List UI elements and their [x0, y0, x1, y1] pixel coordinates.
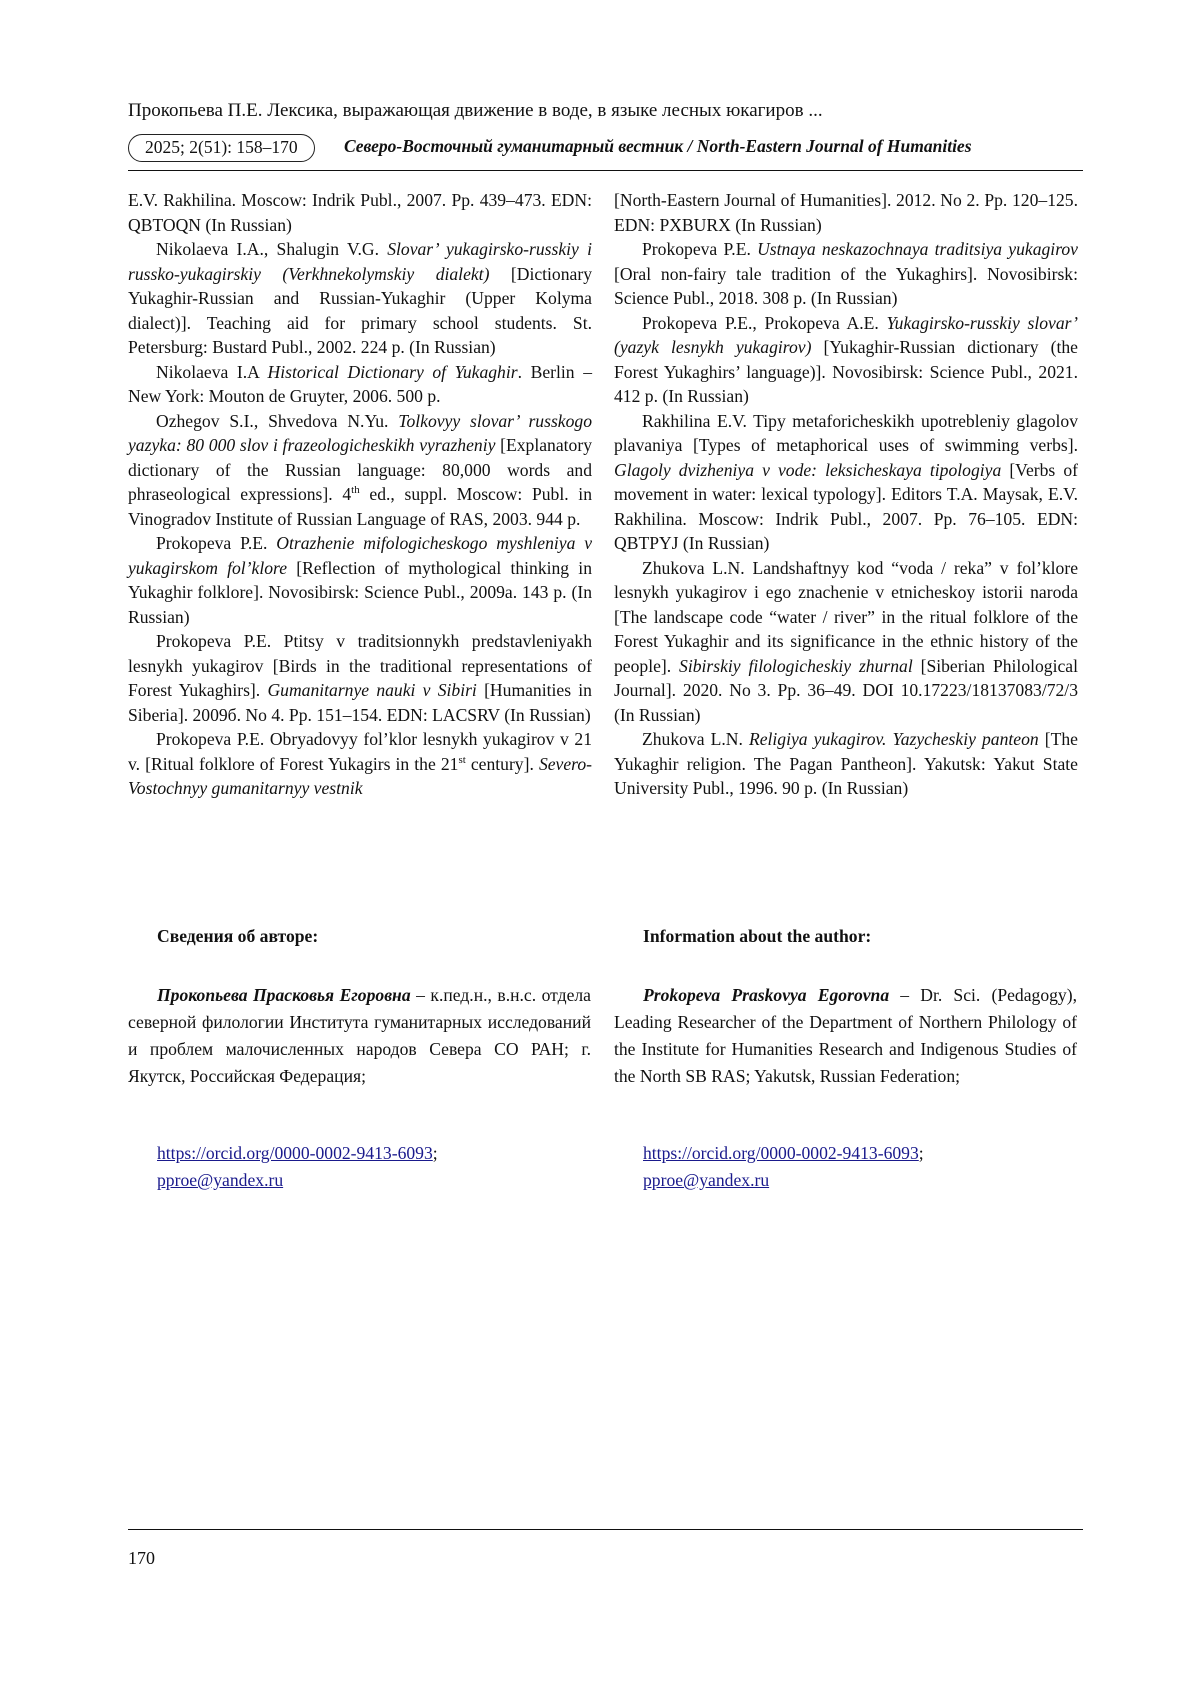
reference-title: Tolkovyy slovar’ russkogo yazyka: 80 000 slov i frazeologicheskikh vyrazheniy: [128, 410, 592, 455]
author-info-ru: [128, 982, 591, 1090]
reference-text: Prokopeva P.E. Obryadovyy fol’klor lesnykh yukagirov v 21 v. [Ritual folklore of Forest Yukagirs in the 21: [128, 729, 592, 774]
reference-text: [Verbs of movement in water: lexical typology]. Editors T.A. Maysak, E.V. Rakhilina. Moscow: Indrik Publ., 2007. Pp. 76–105. EDN: QBTPYJ (In Russian): [614, 459, 1078, 553]
author-text-en: – Dr. Sci. (Pedagogy), Leading Researcher of the Department of Northern Philology of the Institute for Humanities Research and Indigenous Studies of the North SB RAS; Yakutsk, Russian Federation;: [614, 985, 1077, 1086]
orcid-link-ru[interactable]: https://orcid.org/0000-0002-9413-6093: [157, 1143, 433, 1163]
reference-entry: [128, 237, 592, 360]
reference-text: Prokopeva P.E.: [642, 239, 758, 259]
reference-text: century].: [465, 753, 539, 774]
reference-entry: [614, 727, 1078, 801]
reference-text: [Siberian Philological Journal]. 2020. No 3. Pp. 36–49. DOI 10.17223/18137083/72/3 (In Russian): [614, 655, 1078, 725]
reference-entry: [128, 727, 592, 801]
reference-text: Ozhegov S.I., Shvedova N.Yu.: [156, 410, 399, 431]
journal-title: Северо-Восточный гуманитарный вестник / North-Eastern Journal of Humanities: [344, 136, 972, 156]
author-links-en: https://orcid.org/0000-0002-9413-6093; pproe@yandex.ru: [643, 1143, 924, 1190]
reference-entry: [614, 409, 1078, 556]
reference-entry: [128, 531, 592, 629]
reference-text: [Reflection of mythological thinking in Yukaghir folklore]. Novosibirsk: Science Publ., 2009a. 143 p. (In Russian): [128, 557, 592, 627]
reference-text: Rakhilina E.V. Tipy metaforicheskikh upotrebleniy glagolov plavaniya [Types of metaphorical uses of swimming verbs].: [614, 410, 1078, 455]
reference-entry: [128, 629, 592, 727]
reference-text: Prokopeva P.E. Ptitsy v traditsionnykh predstavleniyakh lesnykh yukagirov [Birds in the traditional representations of Forest Yukaghirs].: [128, 631, 592, 700]
email-link-en[interactable]: pproe@yandex.ru: [643, 1170, 770, 1190]
reference-text: [Explanatory dictionary of the Russian language: 80,000 words and phraseological expressions]. 4: [128, 435, 592, 504]
running-title: Прокопьева П.Е. Лексика, выражающая движение в воде, в языке лесных юкагиров ...: [128, 100, 823, 121]
reference-entry: [614, 556, 1078, 728]
reference-text: Nikolaeva I.A: [156, 361, 268, 382]
reference-title: Severo-Vostochnyy gumanitarnyy vestnik: [128, 753, 593, 798]
reference-text: [Oral non-fairy tale tradition of the Yukaghirs]. Novosibirsk: Science Publ., 2018. 308 p. (In Russian): [614, 263, 1078, 308]
reference-title: Sibirskiy filologicheskiy zhurnal: [679, 655, 913, 676]
reference-text: . Berlin – New York: Mouton de Gruyter, 2006. 500 p.: [128, 361, 592, 406]
reference-title: Gumanitarnye nauki v Sibiri: [267, 680, 477, 700]
reference-text: th: [351, 484, 360, 497]
reference-entry: [614, 311, 1078, 409]
author-name-en: Prokopeva Praskovya Egorovna: [643, 985, 890, 1005]
journal-row: [128, 134, 1083, 164]
reference-text: Prokopeva P.E., Prokopeva A.E.: [642, 312, 887, 333]
references-right-column: [614, 188, 1078, 801]
reference-text: Zhukova L.N.: [642, 729, 749, 749]
reference-entry: [128, 188, 592, 237]
reference-title: Ustnaya neskazochnaya traditsiya yukagirov: [757, 239, 1078, 259]
author-heading-ru: Сведения об авторе:: [157, 926, 319, 946]
reference-text: [Humanities in Siberia]. 2009б. No 4. Pp. 151–154. EDN: LACSRV (In Russian): [128, 680, 592, 725]
author-text-ru: – к.пед.н., в.н.с. отдела северной филологии Института гуманитарных исследований и проблем малочисленных народов Севера СО РАН; г. Якутск, Российская Федерация;: [128, 985, 591, 1086]
page-number: 170: [128, 1548, 155, 1568]
reference-entry: [614, 188, 1078, 237]
reference-text: Zhukova L.N. Landshaftnyy kod “voda / reka” v fol’klore lesnykh yukagirov i ego znachenie v etnicheskoy istorii naroda [The landscape code “water / river” in the ritual folklore of the Forest Yukaghir and its significance in the ethnic history of the people].: [614, 557, 1078, 676]
author-heading-en: Information about the author:: [643, 926, 872, 946]
references-left-column: [128, 188, 592, 801]
author-name-ru: Прокопьева Прасковья Егоровна: [157, 985, 411, 1005]
reference-entry: [128, 409, 592, 532]
reference-text: E.V. Rakhilina. Moscow: Indrik Publ., 2007. Pp. 439–473. EDN: QBTOQN (In Russian): [128, 190, 592, 235]
issue-badge: 2025; 2(51): 158–170: [128, 134, 315, 162]
reference-entry: [128, 360, 592, 409]
reference-entry: [614, 237, 1078, 311]
reference-title: Otrazhenie mifologicheskogo myshleniya v yukagirskom fol’klore: [128, 533, 593, 578]
reference-text: Prokopeva P.E.: [156, 533, 277, 553]
reference-title: Slovar’ yukagirsko-russkiy i russko-yukagirskiy (Verkhnekolymskiy dialekt): [128, 239, 592, 284]
author-info-en: [614, 982, 1077, 1090]
reference-text: st: [458, 753, 466, 766]
reference-title: Religiya yukagirov. Yazycheskiy panteon: [748, 729, 1039, 749]
reference-title: Yukagirsko-russkiy slovar’ (yazyk lesnykh yukagirov): [614, 312, 1079, 357]
reference-text: Nikolaeva I.A., Shalugin V.G.: [156, 239, 388, 259]
reference-text: ed., suppl. Moscow: Publ. in Vinogradov Institute of Russian Language of RAS, 2003. 944 p.: [128, 484, 592, 529]
footer-rule: [128, 1529, 1083, 1530]
reference-text: [The Yukaghir religion. The Pagan Pantheon]. Yakutsk: Yakut State University Publ., 1996. 90 p. (In Russian): [614, 729, 1078, 798]
orcid-link-en[interactable]: https://orcid.org/0000-0002-9413-6093: [643, 1143, 919, 1163]
email-link-ru[interactable]: pproe@yandex.ru: [157, 1170, 284, 1190]
reference-text: [Dictionary Yukaghir-Russian and Russian-Yukaghir (Upper Kolyma dialect)]. Teaching aid for primary school students. St. Petersburg: Bustard Publ., 2002. 224 p. (In Russian): [128, 263, 592, 357]
reference-text: [North-Eastern Journal of Humanities]. 2012. No 2. Pp. 120–125. EDN: PXBURX (In Russian): [614, 190, 1078, 235]
reference-text: [Yukaghir-Russian dictionary (the Forest Yukaghirs’ language)]. Novosibirsk: Science Publ., 2021. 412 p. (In Russian): [614, 337, 1078, 406]
author-links-ru: https://orcid.org/0000-0002-9413-6093; pproe@yandex.ru: [157, 1143, 438, 1190]
header-rule: [128, 170, 1083, 171]
reference-title: Historical Dictionary of Yukaghir: [267, 361, 518, 382]
reference-title: Glagoly dvizheniya v vode: leksicheskaya tipologiya: [614, 459, 1002, 480]
